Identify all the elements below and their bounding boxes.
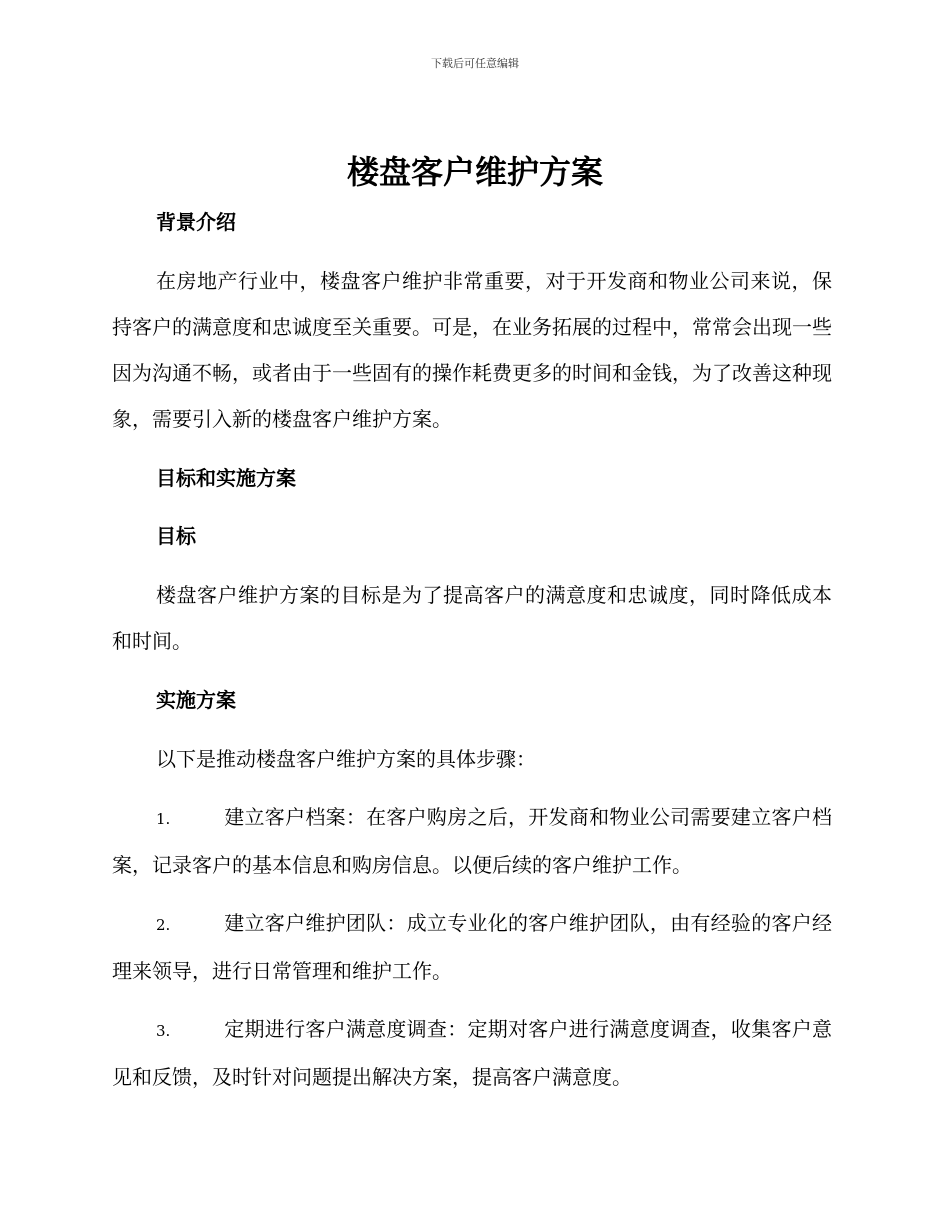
document-body [112,204,832,1100]
goal-paragraph: 楼盘客户维护方案的目标是为了提高客户的满意度和忠诚度，同时降低成本和时间。 [112,583,832,653]
list-item-text: 定期进行客户满意度调查：定期对客户进行满意度调查，收集客户意见和反馈，及时针对问题提出解决方案，提高客户满意度。 [112,1017,832,1089]
list-item-text: 建立客户维护团队：成立专业化的客户维护团队，由有经验的客户经理来领导，进行日常管理和维护工作。 [112,911,832,983]
header-note: 下载后可任意编辑 [431,57,519,70]
list-item-text: 建立客户档案：在客户购房之后，开发商和物业公司需要建立客户档案，记录客户的基本信息和购房信息。以便后续的客户维护工作。 [112,805,832,877]
list-item [112,794,832,888]
list-item [112,1006,832,1100]
goal-heading: 目标 [156,524,196,548]
list-item-number: 3. [156,1022,171,1040]
list-item [112,900,832,994]
list-item-number: 1. [156,810,171,828]
background-heading: 背景介绍 [156,210,236,234]
goals-plan-heading: 目标和实施方案 [156,466,296,490]
document-title: 楼盘客户维护方案 [346,153,603,191]
background-paragraph: 在房地产行业中，楼盘客户维护非常重要，对于开发商和物业公司来说，保持客户的满意度和忠诚度至关重要。可是，在业务拓展的过程中，常常会出现一些因为沟通不畅，或者由于一些固有的操作耗费更多的时间和金钱，为了改善这种现象，需要引入新的楼盘客户维护方案。 [112,269,832,431]
plan-intro: 以下是推动楼盘客户维护方案的具体步骤： [156,747,536,771]
list-item-number: 2. [156,916,171,934]
plan-heading: 实施方案 [156,688,236,712]
